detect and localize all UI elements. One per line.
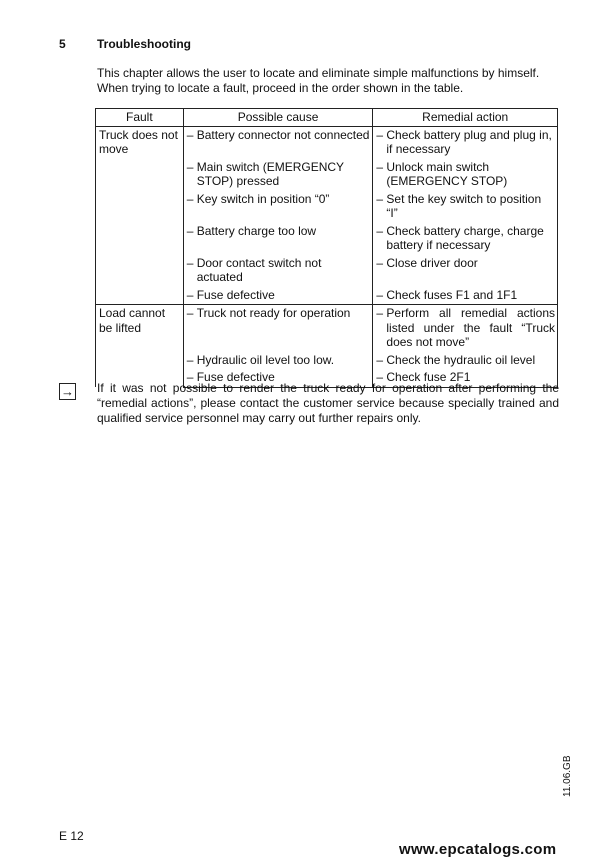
arrow-right-icon: → [61,384,74,399]
action-cell: – Perform all remedial actions listed under the fault “Truck does not move” [373,305,558,352]
table-header-row [96,109,558,127]
cause-cell: – Fuse defective [183,369,373,387]
table-row [96,126,558,159]
cause-cell: – Battery charge too low [183,223,373,255]
action-text: Check the hydraulic oil level [386,352,536,367]
troubleshooting-table [95,108,558,388]
cause-text: Key switch in position “0” [196,191,330,206]
cause-cell: – Main switch (EMERGENCY STOP) pressed [183,159,373,191]
fault-cell: Truck does not move [96,126,184,305]
cause-cell: – Hydraulic oil level too low. [183,352,373,370]
header-cause: Possible cause [183,109,373,127]
watermark: www.epcatalogs.com [399,841,557,858]
note-paragraph: If it was not possible to render the truck ready for operation after performing the “remedial actions”, please contact the customer service because specially trained and qualified service personnel may carry out further repairs only. [97,381,559,425]
action-cell: – Unlock main switch (EMERGENCY STOP) [373,159,558,191]
cause-text: Battery charge too low [196,223,317,238]
intro-line: When trying to locate a fault, proceed in the order shown in the table. [97,81,464,95]
page-number: E 12 [59,829,84,843]
date-code: 11.06.GB [562,755,573,797]
action-cell: – Check battery charge, charge battery if necessary [373,223,558,255]
cause-cell: – Key switch in position “0” [183,191,373,223]
table-row [96,305,558,352]
cause-text: Fuse defective [196,370,275,384]
intro-line: This chapter allows the user to locate and eliminate simple malfunctions by himself. [97,66,540,80]
cause-text: Hydraulic oil level too low. [196,352,335,367]
action-text: Check fuses F1 and 1F1 [386,287,518,302]
intro-paragraph [97,66,559,96]
action-text: Check battery plug and plug in, if necessary [386,127,552,156]
cause-text: Battery connector not connected [196,127,370,142]
header-fault: Fault [96,109,184,127]
action-cell: – Check battery plug and plug in, if necessary [373,126,558,159]
action-text: Close driver door [386,255,478,270]
cause-text: Truck not ready for operation [196,306,351,320]
action-cell: – Check fuse 2F1 [373,369,558,387]
cause-cell: – Fuse defective [183,287,373,305]
cause-cell: – Battery connector not connected [183,126,373,159]
cause-cell: – Truck not ready for operation [183,305,373,352]
section-number: 5 [59,37,66,51]
action-text: Set the key switch to position “I” [386,191,542,220]
action-cell: – Check fuses F1 and 1F1 [373,287,558,305]
action-text: Check fuse 2F1 [386,370,471,384]
action-cell: – Set the key switch to position “I” [373,191,558,223]
action-text: Unlock main switch (EMERGENCY STOP) [386,159,508,188]
action-cell: – Close driver door [373,255,558,287]
cause-cell: – Door contact switch not actuated [183,255,373,287]
section-title: Troubleshooting [97,37,191,51]
action-text: Check battery charge, charge battery if necessary [386,223,544,252]
fault-cell: Load cannot be lifted [96,305,184,388]
cause-text: Main switch (EMERGENCY STOP) pressed [196,159,344,188]
cause-text: Fuse defective [196,287,275,302]
header-action: Remedial action [373,109,558,127]
action-text: Perform all remedial actions listed under the fault “Truck does not move” [386,306,555,349]
cause-text: Door contact switch not actuated [196,255,322,284]
action-cell: – Check the hydraulic oil level [373,352,558,370]
